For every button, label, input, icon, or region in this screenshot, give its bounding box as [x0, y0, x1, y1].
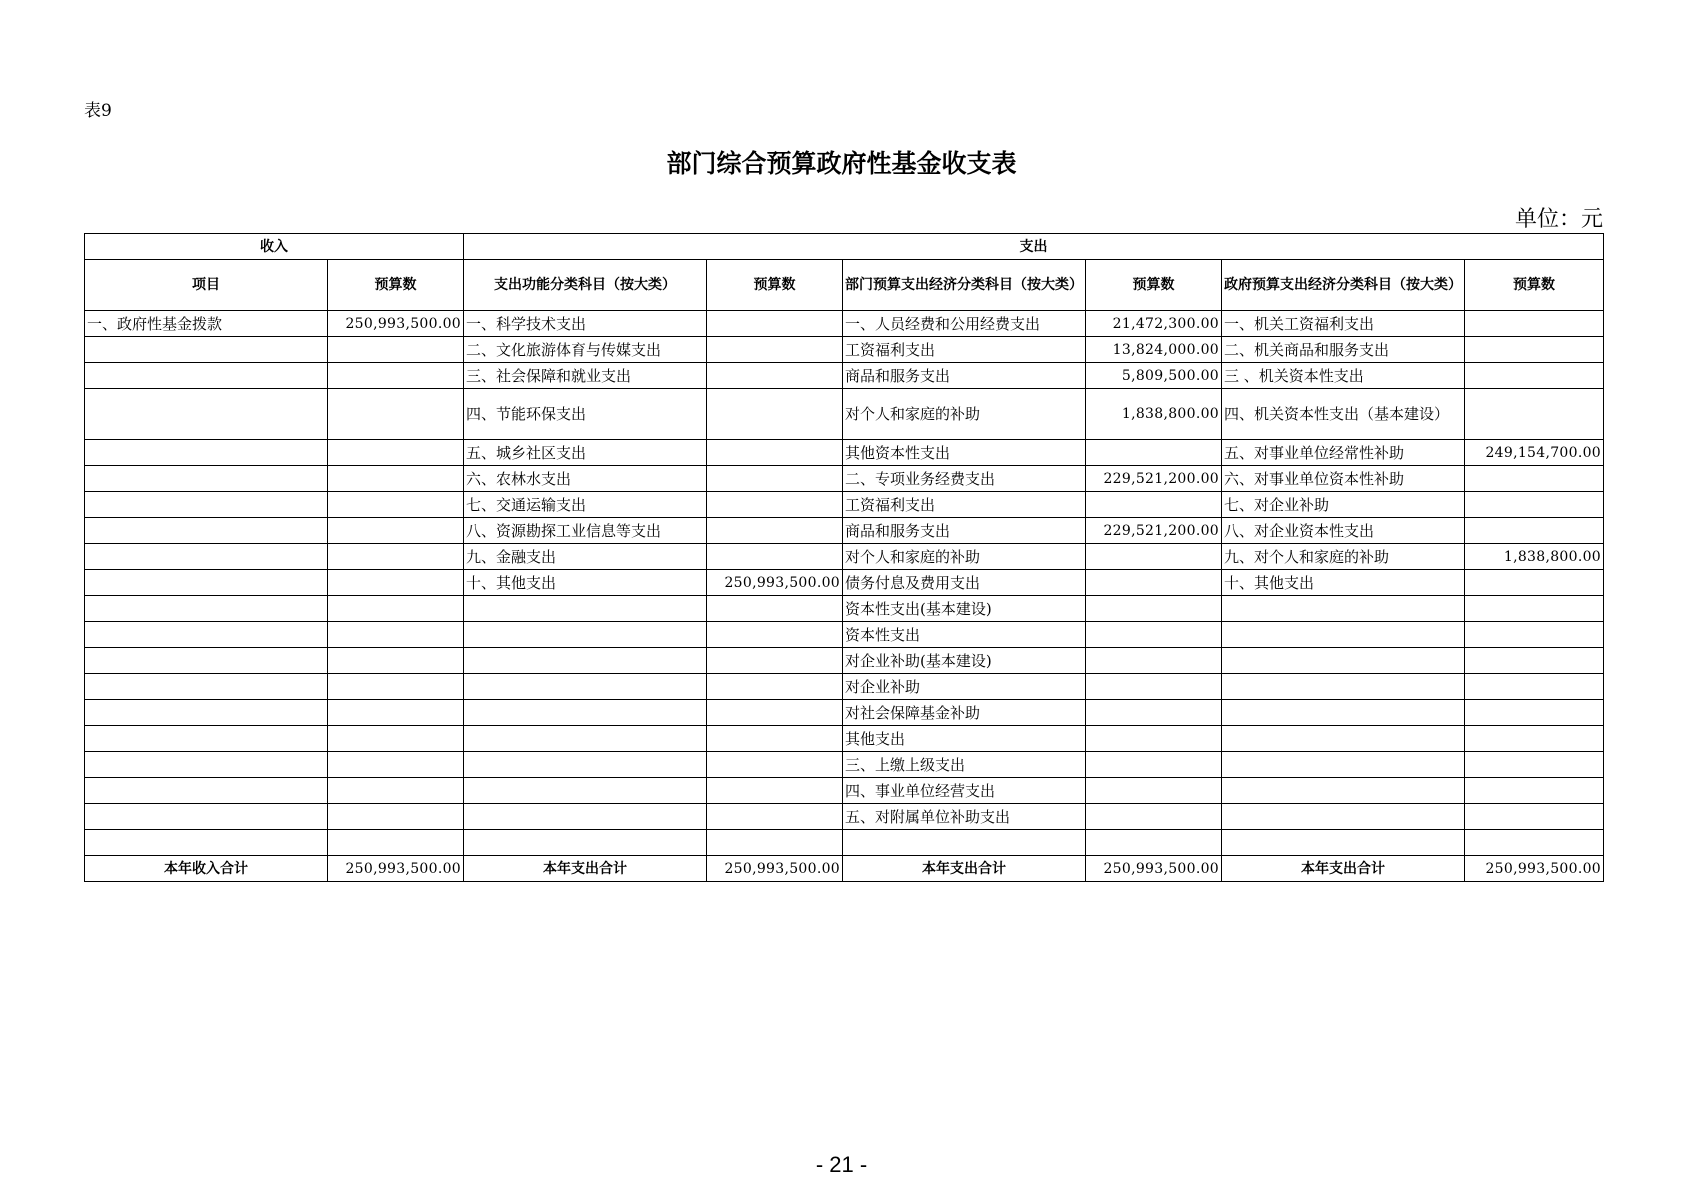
column-header: 支出功能分类科目（按大类）	[464, 260, 707, 311]
category-cell	[464, 674, 707, 700]
category-cell	[85, 363, 328, 389]
category-cell: 四、机关资本性支出（基本建设）	[1222, 389, 1465, 440]
category-cell: 其他资本性支出	[843, 440, 1086, 466]
table-row	[85, 622, 1604, 648]
table-row	[85, 337, 1604, 363]
budget-amount-cell	[1465, 596, 1604, 622]
category-cell: 对企业补助	[843, 674, 1086, 700]
category-cell	[85, 726, 328, 752]
table-row	[85, 674, 1604, 700]
budget-amount-cell	[328, 804, 464, 830]
budget-amount-cell	[1086, 804, 1222, 830]
total-value: 250,993,500.00	[707, 856, 843, 882]
category-cell: 一、机关工资福利支出	[1222, 311, 1465, 337]
budget-amount-cell	[707, 752, 843, 778]
category-cell	[85, 700, 328, 726]
category-cell: 工资福利支出	[843, 337, 1086, 363]
category-cell	[1222, 622, 1465, 648]
column-header: 预算数	[1086, 260, 1222, 311]
table-number: 表9	[84, 101, 112, 121]
budget-amount-cell	[328, 440, 464, 466]
category-cell: 五、城乡社区支出	[464, 440, 707, 466]
table-row	[85, 440, 1604, 466]
category-cell: 对社会保障基金补助	[843, 700, 1086, 726]
total-label: 本年支出合计	[1222, 856, 1465, 882]
column-header: 预算数	[328, 260, 464, 311]
category-cell: 五、对事业单位经常性补助	[1222, 440, 1465, 466]
budget-amount-cell	[707, 804, 843, 830]
table-row	[85, 311, 1604, 337]
budget-amount-cell	[1086, 830, 1222, 856]
budget-amount-cell	[1086, 674, 1222, 700]
column-header: 项目	[85, 260, 328, 311]
budget-amount-cell	[707, 311, 843, 337]
budget-amount-cell	[707, 440, 843, 466]
category-cell	[85, 389, 328, 440]
budget-amount-cell	[707, 363, 843, 389]
category-cell: 一、政府性基金拨款	[85, 311, 328, 337]
column-header: 预算数	[1465, 260, 1604, 311]
expense-header: 支出	[464, 234, 1604, 260]
budget-amount-cell	[1465, 363, 1604, 389]
table-row	[85, 726, 1604, 752]
category-cell	[85, 492, 328, 518]
category-cell	[85, 778, 328, 804]
budget-amount-cell	[1086, 622, 1222, 648]
income-header: 收入	[85, 234, 464, 260]
budget-amount-cell	[328, 337, 464, 363]
category-cell	[464, 596, 707, 622]
category-cell	[464, 726, 707, 752]
category-cell: 八、对企业资本性支出	[1222, 518, 1465, 544]
category-cell	[1222, 752, 1465, 778]
budget-amount-cell	[1465, 804, 1604, 830]
table-row	[85, 752, 1604, 778]
category-cell: 对个人和家庭的补助	[843, 544, 1086, 570]
category-cell: 九、对个人和家庭的补助	[1222, 544, 1465, 570]
budget-amount-cell: 13,824,000.00	[1086, 337, 1222, 363]
page-title: 部门综合预算政府性基金收支表	[666, 149, 1017, 178]
budget-amount-cell	[1086, 648, 1222, 674]
budget-amount-cell	[1086, 752, 1222, 778]
budget-amount-cell	[328, 389, 464, 440]
table-row	[85, 492, 1604, 518]
category-cell	[85, 544, 328, 570]
budget-amount-cell: 249,154,700.00	[1465, 440, 1604, 466]
budget-amount-cell	[707, 596, 843, 622]
budget-amount-cell	[707, 544, 843, 570]
totals-row	[85, 856, 1604, 882]
budget-amount-cell	[1086, 700, 1222, 726]
table-row	[85, 466, 1604, 492]
budget-amount-cell	[328, 700, 464, 726]
budget-amount-cell	[328, 544, 464, 570]
budget-amount-cell	[1086, 570, 1222, 596]
category-cell: 八、资源勘探工业信息等支出	[464, 518, 707, 544]
budget-amount-cell	[707, 700, 843, 726]
total-label: 本年支出合计	[464, 856, 707, 882]
page-number: - 21 -	[815, 1152, 868, 1177]
budget-amount-cell	[328, 752, 464, 778]
budget-amount-cell	[328, 466, 464, 492]
category-cell	[1222, 648, 1465, 674]
budget-amount-cell	[1465, 389, 1604, 440]
table-row	[85, 700, 1604, 726]
unit-label: 单位：元	[1514, 207, 1603, 232]
category-cell: 资本性支出(基本建设)	[843, 596, 1086, 622]
budget-amount-cell	[1465, 752, 1604, 778]
budget-amount-cell	[1465, 648, 1604, 674]
budget-amount-cell	[707, 622, 843, 648]
budget-amount-cell	[328, 778, 464, 804]
category-cell	[1222, 596, 1465, 622]
table-row	[85, 804, 1604, 830]
category-cell	[464, 804, 707, 830]
budget-amount-cell	[1465, 778, 1604, 804]
budget-amount-cell	[707, 389, 843, 440]
budget-amount-cell	[707, 648, 843, 674]
budget-amount-cell: 1,838,800.00	[1465, 544, 1604, 570]
category-cell	[85, 466, 328, 492]
budget-amount-cell	[1465, 674, 1604, 700]
category-cell	[1222, 778, 1465, 804]
category-cell	[85, 518, 328, 544]
category-cell: 六、农林水支出	[464, 466, 707, 492]
category-cell	[464, 622, 707, 648]
category-cell: 其他支出	[843, 726, 1086, 752]
table-row	[85, 778, 1604, 804]
category-cell	[843, 830, 1086, 856]
category-cell: 二、专项业务经费支出	[843, 466, 1086, 492]
category-cell: 对企业补助(基本建设)	[843, 648, 1086, 674]
budget-amount-cell	[1465, 311, 1604, 337]
category-cell: 资本性支出	[843, 622, 1086, 648]
category-cell	[1222, 674, 1465, 700]
category-cell	[464, 778, 707, 804]
budget-amount-cell	[1465, 830, 1604, 856]
category-cell	[85, 752, 328, 778]
category-cell: 一、科学技术支出	[464, 311, 707, 337]
budget-amount-cell	[328, 363, 464, 389]
category-cell: 五、对附属单位补助支出	[843, 804, 1086, 830]
category-cell	[1222, 726, 1465, 752]
category-cell: 十、其他支出	[1222, 570, 1465, 596]
total-value: 250,993,500.00	[1465, 856, 1604, 882]
category-cell: 七、对企业补助	[1222, 492, 1465, 518]
budget-amount-cell: 229,521,200.00	[1086, 518, 1222, 544]
category-cell: 四、事业单位经营支出	[843, 778, 1086, 804]
budget-amount-cell	[707, 492, 843, 518]
category-cell	[85, 830, 328, 856]
budget-amount-cell	[707, 726, 843, 752]
total-value: 250,993,500.00	[1086, 856, 1222, 882]
category-cell: 二、文化旅游体育与传媒支出	[464, 337, 707, 363]
category-cell: 三 、机关资本性支出	[1222, 363, 1465, 389]
category-cell	[85, 648, 328, 674]
budget-amount-cell	[328, 570, 464, 596]
table-row	[85, 544, 1604, 570]
category-cell	[464, 700, 707, 726]
budget-amount-cell	[1086, 726, 1222, 752]
budget-amount-cell	[707, 778, 843, 804]
header-group-row	[85, 234, 1604, 260]
budget-amount-cell	[1086, 544, 1222, 570]
category-cell	[1222, 830, 1465, 856]
column-header: 政府预算支出经济分类科目（按大类）	[1222, 260, 1465, 311]
budget-amount-cell: 5,809,500.00	[1086, 363, 1222, 389]
total-label: 本年支出合计	[843, 856, 1086, 882]
budget-amount-cell	[328, 518, 464, 544]
table-body	[85, 311, 1604, 856]
category-cell	[85, 596, 328, 622]
category-cell	[464, 752, 707, 778]
table-row	[85, 389, 1604, 440]
category-cell: 商品和服务支出	[843, 363, 1086, 389]
category-cell: 九、金融支出	[464, 544, 707, 570]
category-cell: 一、人员经费和公用经费支出	[843, 311, 1086, 337]
category-cell: 债务付息及费用支出	[843, 570, 1086, 596]
category-cell	[85, 440, 328, 466]
category-cell: 工资福利支出	[843, 492, 1086, 518]
budget-amount-cell	[707, 674, 843, 700]
budget-amount-cell	[1086, 778, 1222, 804]
budget-amount-cell	[1465, 466, 1604, 492]
total-value: 250,993,500.00	[328, 856, 464, 882]
category-cell	[85, 674, 328, 700]
budget-amount-cell: 1,838,800.00	[1086, 389, 1222, 440]
budget-amount-cell	[1086, 492, 1222, 518]
budget-amount-cell	[328, 622, 464, 648]
budget-amount-cell	[1465, 492, 1604, 518]
column-header: 预算数	[707, 260, 843, 311]
budget-amount-cell: 250,993,500.00	[707, 570, 843, 596]
table-row	[85, 830, 1604, 856]
budget-amount-cell	[328, 492, 464, 518]
category-cell: 十、其他支出	[464, 570, 707, 596]
budget-amount-cell	[1465, 337, 1604, 363]
category-cell	[85, 570, 328, 596]
category-cell	[1222, 700, 1465, 726]
budget-amount-cell	[1086, 596, 1222, 622]
table-row	[85, 363, 1604, 389]
budget-amount-cell	[1465, 726, 1604, 752]
category-cell: 七、交通运输支出	[464, 492, 707, 518]
category-cell: 三、上缴上级支出	[843, 752, 1086, 778]
category-cell: 六、对事业单位资本性补助	[1222, 466, 1465, 492]
table-row	[85, 596, 1604, 622]
category-cell: 三、社会保障和就业支出	[464, 363, 707, 389]
budget-amount-cell	[328, 648, 464, 674]
budget-amount-cell	[328, 674, 464, 700]
column-header: 部门预算支出经济分类科目（按大类）	[843, 260, 1086, 311]
budget-amount-cell	[328, 830, 464, 856]
category-cell: 四、节能环保支出	[464, 389, 707, 440]
budget-amount-cell	[1465, 622, 1604, 648]
category-cell	[1222, 804, 1465, 830]
category-cell: 商品和服务支出	[843, 518, 1086, 544]
budget-table	[84, 233, 1604, 882]
budget-amount-cell	[328, 726, 464, 752]
category-cell	[85, 337, 328, 363]
budget-amount-cell: 229,521,200.00	[1086, 466, 1222, 492]
budget-amount-cell	[1465, 570, 1604, 596]
budget-amount-cell	[328, 596, 464, 622]
budget-amount-cell: 250,993,500.00	[328, 311, 464, 337]
budget-amount-cell: 21,472,300.00	[1086, 311, 1222, 337]
table-row	[85, 648, 1604, 674]
category-cell	[85, 622, 328, 648]
budget-amount-cell	[707, 337, 843, 363]
budget-amount-cell	[707, 830, 843, 856]
budget-amount-cell	[1465, 518, 1604, 544]
category-cell: 对个人和家庭的补助	[843, 389, 1086, 440]
budget-amount-cell	[707, 518, 843, 544]
budget-amount-cell	[1465, 700, 1604, 726]
category-cell	[85, 804, 328, 830]
table-row	[85, 518, 1604, 544]
total-label: 本年收入合计	[85, 856, 328, 882]
table-row	[85, 570, 1604, 596]
column-header-row	[85, 260, 1604, 311]
category-cell	[464, 830, 707, 856]
category-cell: 二、机关商品和服务支出	[1222, 337, 1465, 363]
budget-amount-cell	[1086, 440, 1222, 466]
budget-amount-cell	[707, 466, 843, 492]
category-cell	[464, 648, 707, 674]
